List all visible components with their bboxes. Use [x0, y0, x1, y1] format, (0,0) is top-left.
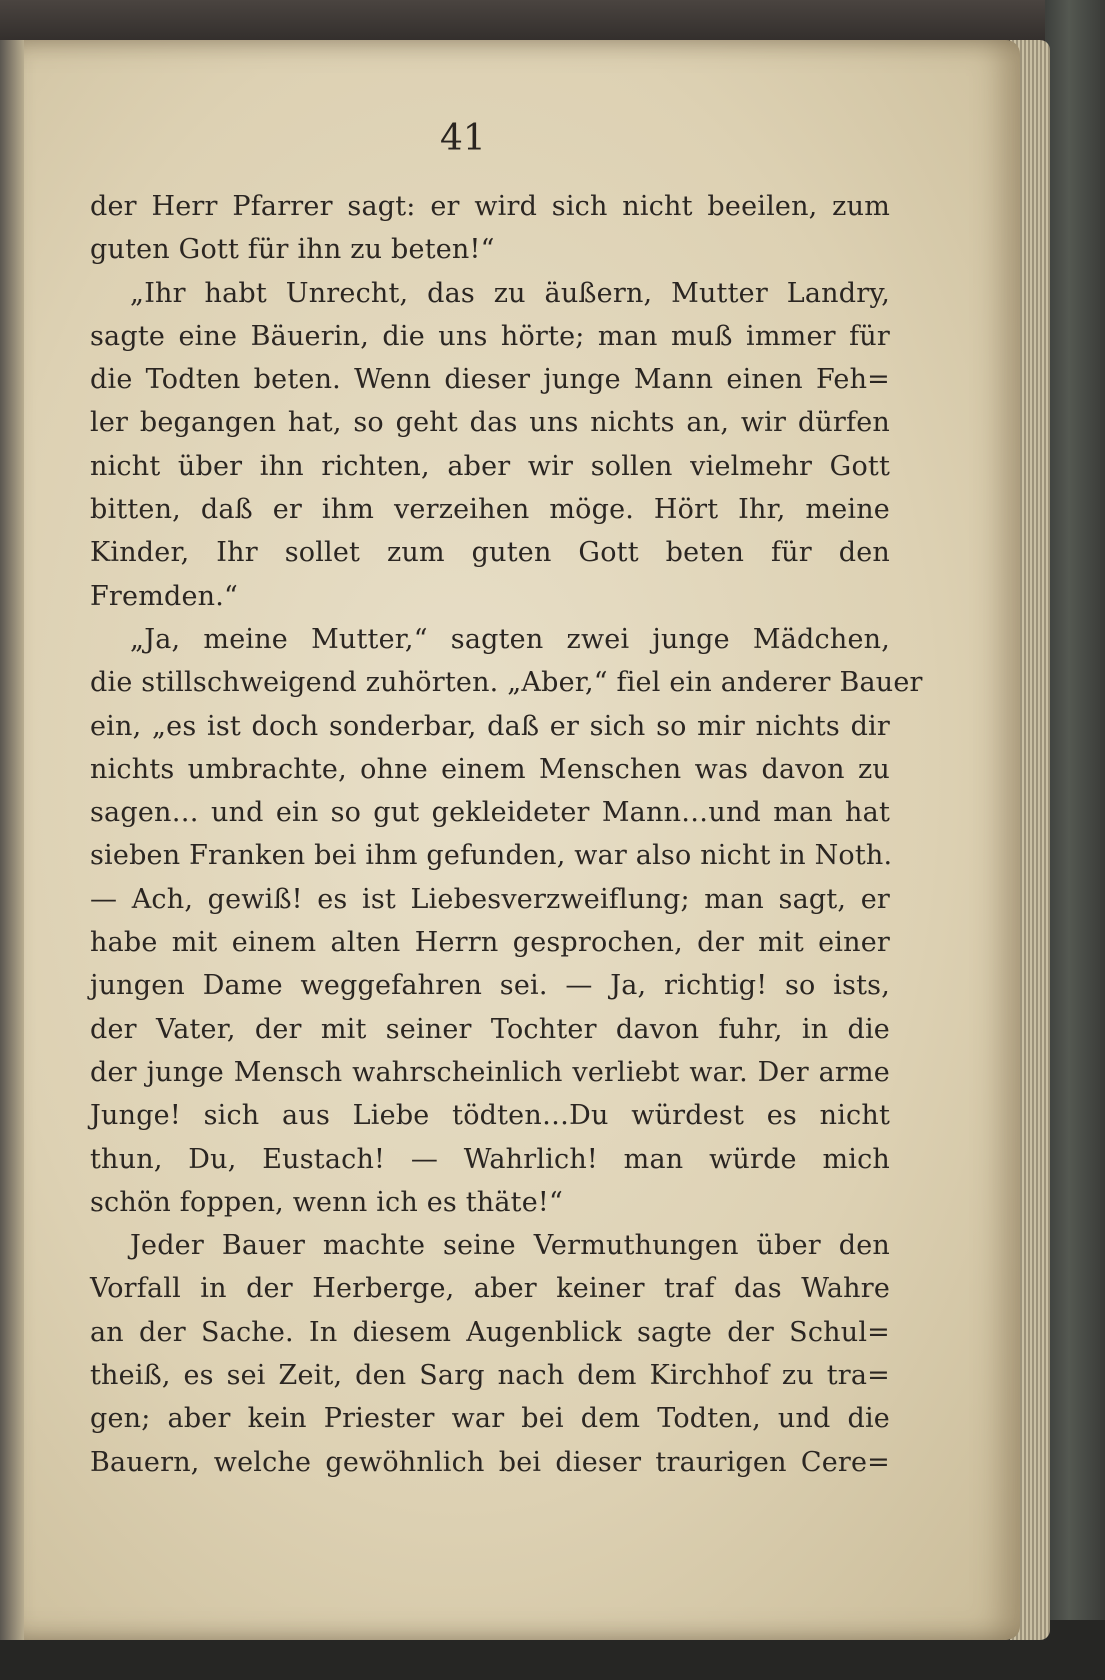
text-line: der Vater, der mit seiner Tochter davon fuhr, in die — [90, 1013, 890, 1045]
text-line: „Ja, meine Mutter,“ sagten zwei junge Mädchen, — [130, 623, 890, 655]
text-line: bitten, daß er ihm verzeihen möge. Hört Ihr, meine — [90, 494, 890, 526]
page-gutter — [0, 40, 24, 1640]
text-line: der Herr Pfarrer sagt: er wird sich nicht beeilen, zum — [90, 191, 890, 222]
text-line: sagen… und ein so gut gekleideter Mann…und man hat — [90, 797, 890, 829]
text-line: Kinder, Ihr sollet zum guten Gott beten für den — [90, 537, 890, 569]
text-line: die Todten beten. Wenn dieser junge Mann einen Feh= — [90, 364, 890, 396]
text-line: ein, „es ist doch sonderbar, daß er sich so mir nichts dir — [90, 710, 890, 742]
text-line: „Ihr habt Unrecht, das zu äußern, Mutter Landry, — [130, 277, 890, 309]
text-line: jungen Dame weggefahren sei. — Ja, richtig! so ists, — [90, 970, 890, 1002]
text-line: gen; aber kein Priester war bei dem Todten, und die — [90, 1403, 890, 1435]
page-number: 41 — [440, 118, 486, 159]
text-line: nichts umbrachte, ohne einem Menschen was davon zu — [90, 753, 890, 785]
text-line: Jeder Bauer machte seine Vermuthungen über den — [130, 1230, 890, 1262]
text-line: sagte eine Bäuerin, die uns hörte; man muß immer für — [90, 320, 890, 352]
text-line: die stillschweigend zuhörten. „Aber,“ fiel ein anderer Bauer — [90, 667, 923, 699]
text-line: habe mit einem alten Herrn gesprochen, der mit einer — [90, 927, 890, 959]
text-line: Fremden.“ — [90, 580, 239, 612]
text-line: theiß, es sei Zeit, den Sarg nach dem Kirchhof zu tra= — [90, 1360, 890, 1392]
page-text-block — [90, 185, 923, 1484]
text-line: an der Sache. In diesem Augenblick sagte der Schul= — [90, 1316, 890, 1348]
text-line: nicht über ihn richten, aber wir sollen vielmehr Gott — [90, 450, 890, 482]
text-line: — Ach, gewiß! es ist Liebesverzweiflung; man sagt, er — [90, 883, 890, 915]
book-cover-right — [1045, 0, 1105, 1680]
text-line: ler begangen hat, so geht das uns nichts an, wir dürfen — [90, 407, 890, 439]
text-line: sieben Franken bei ihm gefunden, war also nicht in Noth. — [90, 840, 893, 872]
text-line: der junge Mensch wahrscheinlich verliebt war. Der arme — [90, 1056, 890, 1088]
text-line: Junge! sich aus Liebe tödten…Du würdest es nicht — [90, 1100, 890, 1132]
text-line: Bauern, welche gewöhnlich bei dieser traurigen Cere= — [90, 1446, 890, 1478]
text-line: schön foppen, wenn ich es thäte!“ — [90, 1186, 563, 1218]
text-line: guten Gott für ihn zu beten!“ — [90, 234, 495, 266]
text-line: thun, Du, Eustach! — Wahrlich! man würde mich — [90, 1143, 890, 1175]
book-page — [0, 40, 1020, 1640]
text-line: Vorfall in der Herberge, aber keiner traf das Wahre — [90, 1273, 890, 1305]
